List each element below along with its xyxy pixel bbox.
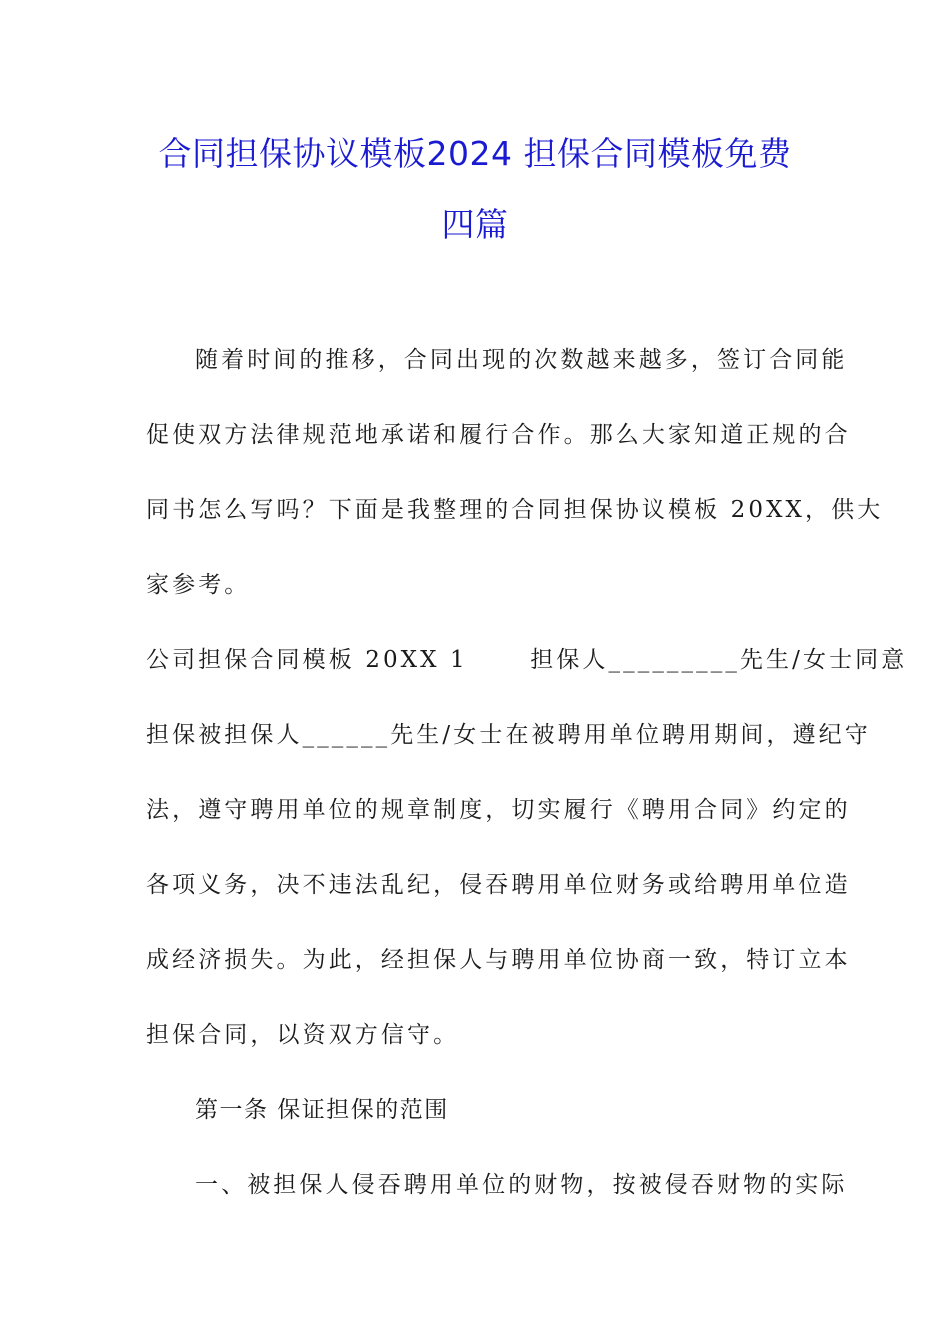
- paragraph-line: 法，遵守聘用单位的规章制度，切实履行《聘用合同》约定的: [146, 797, 851, 823]
- section-heading: 第一条 保证担保的范围: [195, 1097, 449, 1123]
- document-title-line-2: 四篇: [441, 205, 509, 244]
- paragraph-line: 同书怎么写吗？下面是我整理的合同担保协议模板 20XX，供大: [146, 497, 884, 523]
- paragraph-line: 促使双方法律规范地承诺和履行合作。那么大家知道正规的合: [146, 422, 851, 448]
- paragraph-line: 担保合同，以资双方信守。: [146, 1022, 460, 1048]
- paragraph-line: 担保被担保人______先生/女士在被聘用单位聘用期间，遵纪守: [146, 722, 871, 748]
- paragraph-line: 随着时间的推移，合同出现的次数越来越多，签订合同能: [195, 347, 848, 373]
- document-title-line-1: 合同担保协议模板2024 担保合同模板免费: [158, 134, 792, 173]
- paragraph-line: 公司担保合同模板 20XX 1 担保人_________先生/女士同意: [146, 647, 908, 673]
- paragraph-line: 成经济损失。为此，经担保人与聘用单位协商一致，特订立本: [146, 947, 851, 973]
- paragraph-line: 家参考。: [146, 572, 251, 598]
- paragraph-line: 各项义务，决不违法乱纪，侵吞聘用单位财务或给聘用单位造: [146, 872, 851, 898]
- paragraph-line: 一、被担保人侵吞聘用单位的财物，按被侵吞财物的实际: [195, 1172, 848, 1198]
